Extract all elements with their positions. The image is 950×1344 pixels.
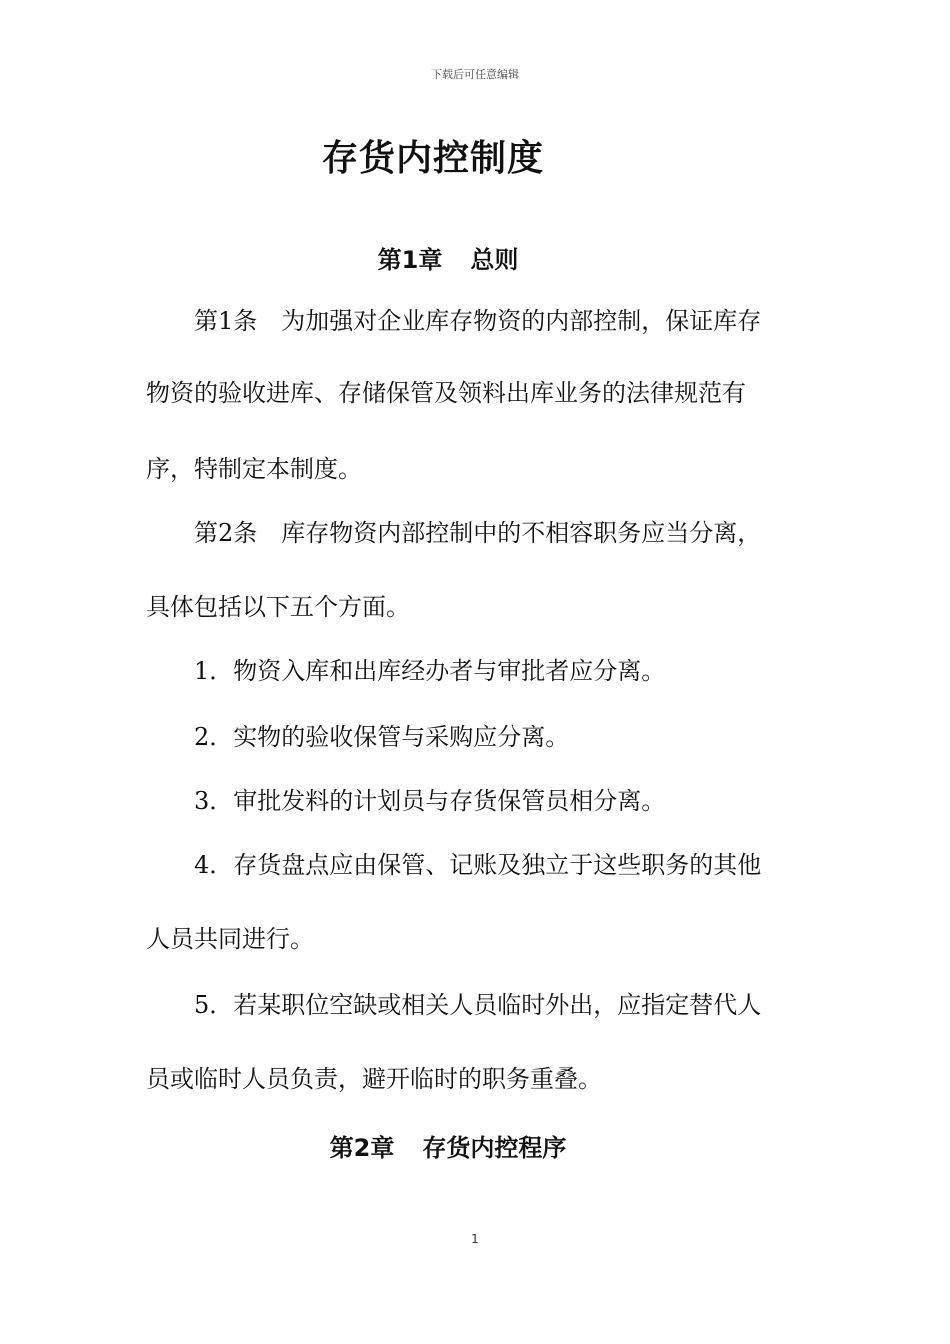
list-item-4-line-2: 人员共同进行。: [146, 925, 314, 953]
article-1-line-3: 序，特制定本制度。: [146, 455, 362, 483]
article-2-line-1: 第2条 库存物资内部控制中的不相容职务应当分离，: [194, 519, 762, 547]
article-2-line-2: 具体包括以下五个方面。: [146, 593, 410, 621]
article-1-line-2: 物资的验收进库、存储保管及领料出库业务的法律规范有: [146, 379, 746, 407]
chapter-2-name: 存货内控程序: [422, 1134, 567, 1162]
chapter-1-name: 总则: [470, 246, 519, 274]
chapter-1-heading: [0, 240, 896, 275]
list-item-3: 3．审批发料的计划员与存货保管员相分离。: [194, 787, 666, 815]
chapter-2-heading: [0, 1128, 896, 1163]
article-1-line-1: 第1条 为加强对企业库存物资的内部控制，保证库存: [194, 307, 762, 335]
list-item-4-line-1: 4．存货盘点应由保管、记账及独立于这些职务的其他: [194, 851, 762, 879]
list-item-1: 1．物资入库和出库经办者与审批者应分离。: [194, 657, 666, 685]
list-item-5-line-1: 5．若某职位空缺或相关人员临时外出，应指定替代人: [194, 991, 762, 1019]
header-note: 下载后可任意编辑: [431, 68, 519, 81]
list-item-2: 2．实物的验收保管与采购应分离。: [194, 723, 570, 751]
chapter-1-prefix: 第1章: [377, 246, 443, 274]
document-title: 存货内控制度: [321, 138, 544, 179]
list-item-5-line-2: 员或临时人员负责，避开临时的职务重叠。: [146, 1065, 602, 1093]
chapter-2-prefix: 第2章: [329, 1134, 395, 1162]
page-number: 1: [471, 1232, 479, 1246]
